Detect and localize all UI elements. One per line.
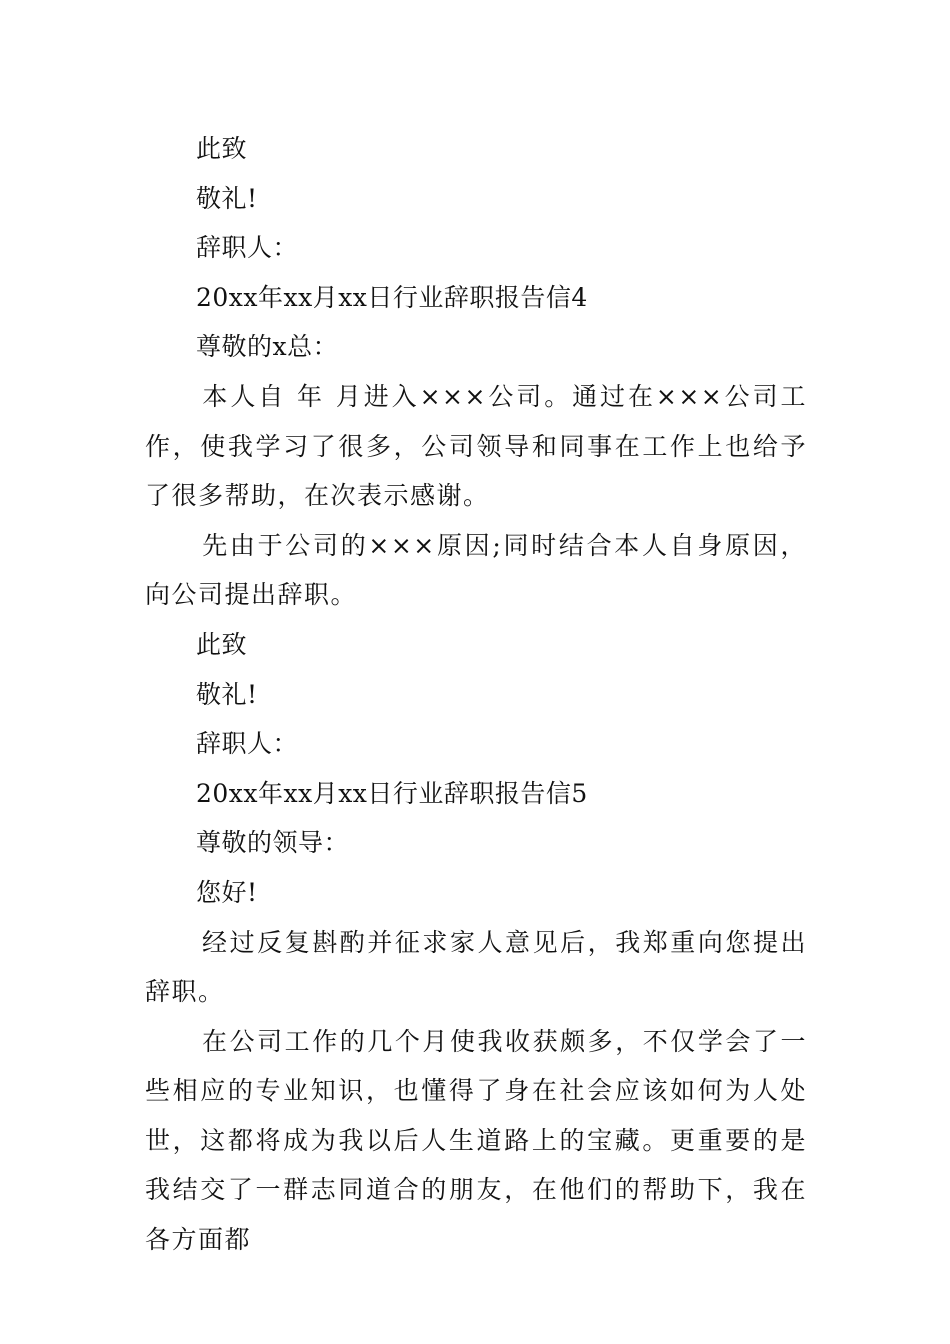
greeting-hello: 您好! xyxy=(196,877,258,907)
paragraph-resignation-text: 经过反复斟酌并征求家人意见后，我郑重向您提出辞职。 xyxy=(145,927,807,1007)
greeting-recipient: 尊敬的x总： xyxy=(196,332,339,362)
closing-salutation-2: 此致 xyxy=(196,629,248,659)
date-and-title-5: 20xx年xx月xx日行业辞职报告信5 xyxy=(196,778,588,808)
document-body xyxy=(145,124,807,1265)
signatory-label-2: 辞职人： xyxy=(196,729,299,759)
paragraph-reason-text: 先由于公司的×××原因;同时结合本人自身原因，向公司提出辞职。 xyxy=(145,530,807,610)
paragraph-reason xyxy=(145,521,807,620)
paragraph-gains xyxy=(145,1017,807,1265)
closing-regards-2: 敬礼! xyxy=(196,679,258,709)
paragraph-gains-text: 在公司工作的几个月使我收获颇多，不仅学会了一些相应的专业知识，也懂得了身在社会应该如何为人处世，这都将成为我以后人生道路上的宝藏。更重要的是我结交了一群志同道合的朋友，在他们的帮助下，我在各方面都 xyxy=(145,1026,807,1255)
signatory-label: 辞职人： xyxy=(196,233,299,263)
greeting-leader: 尊敬的领导： xyxy=(196,828,350,858)
closing-regards: 敬礼! xyxy=(196,183,258,213)
paragraph-employment xyxy=(145,372,807,521)
closing-salutation: 此致 xyxy=(196,134,248,163)
date-and-title-4: 20xx年xx月xx日行业辞职报告信4 xyxy=(196,282,588,312)
paragraph-resignation xyxy=(145,918,807,1017)
paragraph-employment-text: 本人自 年 月进入×××公司。通过在×××公司工作，使我学习了很多，公司领导和同事在工作上也给予了很多帮助，在次表示感谢。 xyxy=(145,381,807,511)
